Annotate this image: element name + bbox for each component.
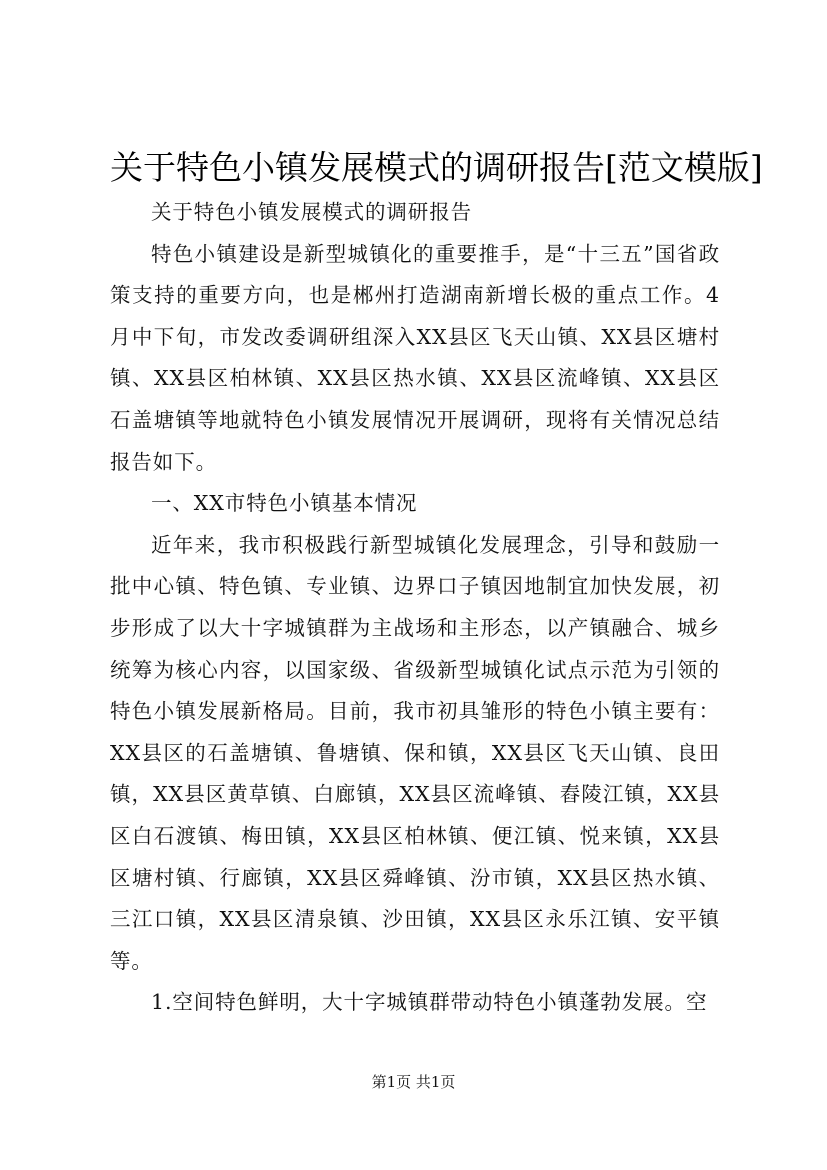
page-footer <box>0 1072 827 1092</box>
page-number-label: 第1页 共1页 <box>371 1073 456 1091</box>
section-heading-basic-situation: 一、XX市特色小镇基本情况 <box>151 491 418 516</box>
paragraph-intro: 特色小镇建设是新型城镇化的重要推手，是“十三五”国省政策支持的重要方向，也是郴州打造湖南新增长极的重点工作。4月中下旬，市发改委调研组深入XX县区飞天山镇、XX县区塘村镇、XX县区柏林镇、XX县区热水镇、XX县区流峰镇、XX县区石盖塘镇等地就特色小镇发展情况开展调研，现将有关情况总结报告如下。 <box>110 241 720 474</box>
paragraph-subtitle: 关于特色小镇发展模式的调研报告 <box>151 200 472 224</box>
paragraph-spatial-features: 1.空间特色鲜明，大十字城镇群带动特色小镇蓬勃发展。空 <box>151 990 708 1015</box>
document-body <box>110 192 720 1024</box>
paragraph-basic-situation: 近年来，我市积极践行新型城镇化发展理念，引导和鼓励一批中心镇、特色镇、专业镇、边界口子镇因地制宜加快发展，初步形成了以大十字城镇群为主战场和主形态，以产镇融合、城乡统筹为核心内容，以国家级、省级新型城镇化试点示范为引领的特色小镇发展新格局。目前，我市初具雏形的特色小镇主要有：XX县区的石盖塘镇、鲁塘镇、保和镇，XX县区飞天山镇、良田镇，XX县区黄草镇、白廊镇，XX县区流峰镇、舂陵江镇，XX县区白石渡镇、梅田镇，XX县区柏林镇、便江镇、悦来镇，XX县区塘村镇、行廊镇，XX县区舜峰镇、汾市镇，XX县区热水镇、三江口镇，XX县区清泉镇、沙田镇，XX县区永乐江镇、安平镇等。 <box>110 532 720 973</box>
document-title: 关于特色小镇发展模式的调研报告[范文模版] <box>110 148 763 187</box>
